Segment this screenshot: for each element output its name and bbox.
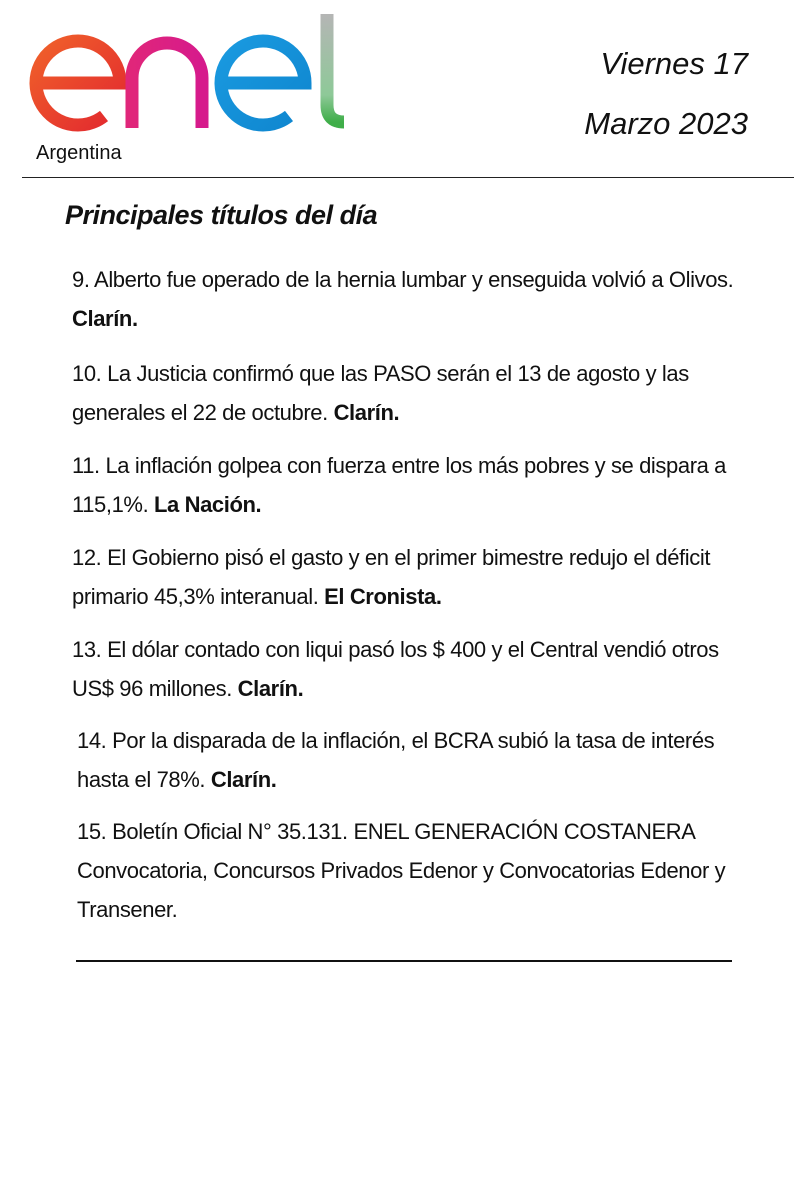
date-day: Viernes 17 <box>600 46 748 81</box>
section-title: Principales títulos del día <box>65 200 378 230</box>
header-divider <box>22 177 794 178</box>
date-month-year: Marzo 2023 <box>584 106 748 141</box>
headline-item <box>72 812 742 929</box>
enel-logo <box>22 10 352 135</box>
headline-source: Clarín. <box>72 306 138 331</box>
bottom-divider <box>76 960 732 962</box>
headline-item <box>72 354 742 432</box>
headline-text: 10. La Justicia confirmó que las PASO serán el 13 de agosto y las generales el 22 de octubre. <box>72 361 689 425</box>
headline-text: 11. La inflación golpea con fuerza entre los más pobres y se dispara a 115,1%. <box>72 453 727 517</box>
headline-item <box>72 446 742 524</box>
headline-text: 15. Boletín Oficial N° 35.131. ENEL GENERACIÓN COSTANERA Convocatoria, Concursos Privados Edenor y Convocatorias Edenor y Transener. <box>77 819 726 922</box>
headline-source: La Nación. <box>154 492 262 517</box>
headline-text: 12. El Gobierno pisó el gasto y en el primer bimestre redujo el déficit primario 45,3% interanual. <box>72 545 711 609</box>
country-label: Argentina <box>36 142 122 164</box>
headline-text: 14. Por la disparada de la inflación, el BCRA subió la tasa de interés hasta el 78%. <box>77 728 715 792</box>
headline-source: Clarín. <box>333 400 400 425</box>
headline-item <box>72 721 742 799</box>
headline-item <box>72 630 742 708</box>
headline-item <box>72 538 742 616</box>
headline-source: El Cronista. <box>324 584 442 609</box>
headline-text: 9. Alberto fue operado de la hernia lumbar y enseguida volvió a Olivos. <box>72 267 734 292</box>
headline-text: 13. El dólar contado con liqui pasó los $ 400 y el Central vendió otros US$ 96 millones. <box>72 637 719 701</box>
headline-item <box>72 260 742 338</box>
headline-source: Clarín. <box>210 767 277 792</box>
headline-source: Clarín. <box>237 676 304 701</box>
